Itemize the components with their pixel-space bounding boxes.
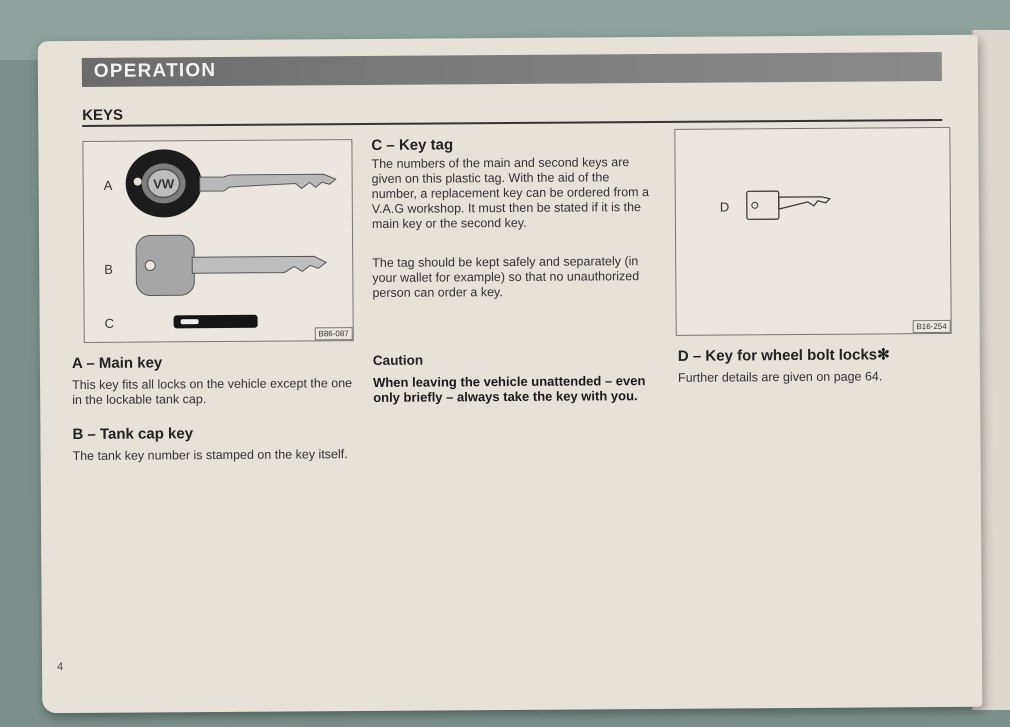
key-c-text-2: The tag should be kept safely and separately (in your wallet for example) so that no unauthorized person can order a key. [372,254,640,300]
label-a: A [103,177,113,193]
label-d: D [719,199,730,215]
key-b-text: The tank key number is stamped on the key itself. [72,447,348,464]
key-c-heading: C – Key tag [371,136,454,154]
key-a-text: This key fits all locks on the vehicle except the one in the lockable tank cap. [72,376,353,408]
key-a-heading: A – Main key [71,354,163,373]
keys-figure [82,139,353,343]
figure-reference: B16-254 [912,320,950,333]
chapter-title: OPERATION [93,60,217,82]
section-rule [82,119,942,127]
svg-text:VW: VW [153,176,175,192]
wheel-bolt-key-figure [674,127,951,336]
section-title: KEYS [82,106,124,124]
key-b-heading: B – Tank cap key [72,425,194,444]
tank-cap-key-icon [134,232,334,299]
label-c: C [104,315,115,331]
manual-page [38,35,983,714]
figure-reference: B86-087 [314,327,352,340]
key-c-text-1: The numbers of the main and second keys are given on this plastic tag. With the aid of the number, a replacement key can be ordered from a V.A.G workshop. It must then be stated if it is the main key or the second key. [371,155,650,231]
label-b: B [104,261,113,277]
key-d-text: Further details are given on page 64. [677,369,883,385]
caution-heading: Caution [372,352,424,368]
key-d-heading: D – Key for wheel bolt locks✻ [677,346,890,365]
wheel-bolt-key-icon [746,187,836,224]
caution-text: When leaving the vehicle unattended – even only briefly – always take the key with you. [373,373,646,405]
chapter-band [82,52,942,87]
main-key-icon [123,146,343,220]
key-tag-icon [173,314,259,331]
page-number: 4 [56,661,64,674]
